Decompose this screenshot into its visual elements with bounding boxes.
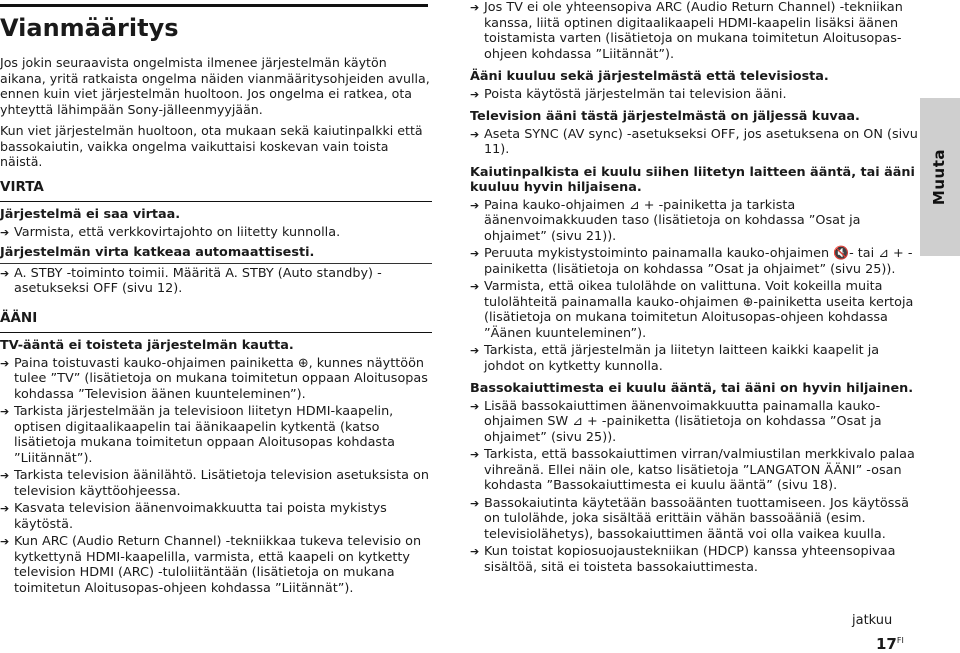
arrow-icon: ➔ bbox=[0, 405, 10, 418]
remedy-text: Tarkista järjestelmään ja televisioon liitetyn HDMI-kaapelin, optisen digitaalikaapelin tai äänikaapelin kytkentä (katso lisätietoja mukana toimitetun oppaan Aloitusopas kohdasta ”Liitännät”). bbox=[14, 404, 395, 466]
arrow-icon: ➔ bbox=[0, 469, 10, 482]
right-column bbox=[470, 0, 920, 575]
remedy-item bbox=[470, 87, 920, 103]
section-heading-aani: ÄÄNI bbox=[0, 311, 432, 334]
issue-auto-off: Järjestelmän virta katkeaa automaattisesti. bbox=[0, 245, 432, 264]
remedy-item bbox=[470, 127, 920, 158]
remedy-item bbox=[0, 468, 432, 499]
remedy-item bbox=[470, 246, 920, 277]
arrow-icon: ➔ bbox=[470, 127, 480, 141]
remedy-text: Kasvata television äänenvoimakkuutta tai poista mykistys käytöstä. bbox=[14, 501, 387, 532]
remedy-text: Kun ARC (Audio Return Channel) -tekniikkaa tukeva televisio on kytkettynä HDMI-kaapelilla, varmista, että kaapeli on kytketty television HDMI (ARC) -tuloliitäntään (lisätietoja on mukana toimitetun Aloitusopas-ohjeen kohdassa ”Liitännät”). bbox=[14, 534, 422, 596]
remedy-item bbox=[470, 279, 920, 341]
issue-quiet-device: Kaiutinpalkista ei kuulu siihen liitetyn laitteen ääntä, tai ääni kuuluu hyvin hiljaisena. bbox=[470, 164, 915, 195]
issue-sound-delay: Television ääni tästä järjestelmästä on jäljessä kuvaa. bbox=[470, 109, 860, 124]
remedy-item bbox=[470, 0, 920, 62]
issue-no-power: Järjestelmä ei saa virtaa. bbox=[0, 207, 181, 222]
remedy-item bbox=[0, 404, 432, 466]
side-tab-label: Muuta bbox=[930, 148, 949, 206]
arrow-icon: ➔ bbox=[470, 545, 480, 558]
remedy-text: Varmista, että oikea tulolähde on valittuna. Voit kokeilla muita tulolähteitä painamalla kauko-ohjaimen ⊕-painiketta useita kertoja (lisätietoja on mukana toimitetun Aloitusopas-ohjeen kohdassa ”Äänen kuunteleminen”). bbox=[484, 279, 914, 341]
page-number bbox=[876, 633, 904, 653]
arrow-icon: ➔ bbox=[470, 344, 480, 357]
arrow-icon: ➔ bbox=[470, 247, 480, 260]
arrow-icon: ➔ bbox=[470, 1, 480, 14]
remedy-text: Peruuta mykistystoiminto painamalla kauko-ohjaimen 🔇- tai ⊿ + -painiketta (lisätietoja on kohdassa ”Osat ja ohjaimet” (sivu 25)). bbox=[484, 246, 913, 277]
remedy-item bbox=[470, 198, 920, 245]
remedy-item bbox=[470, 544, 920, 575]
remedy-item bbox=[470, 343, 920, 374]
remedy-item bbox=[0, 225, 432, 241]
page-title: Vianmääritys bbox=[0, 14, 179, 42]
issue-tv-sound: TV-ääntä ei toisteta järjestelmän kautta. bbox=[0, 338, 294, 353]
remedy-item bbox=[0, 266, 432, 297]
remedy-text: A. STBY -toiminto toimii. Määritä A. STBY (Auto standby) -asetukseksi OFF (sivu 12). bbox=[14, 265, 382, 296]
title-rule bbox=[0, 4, 428, 7]
issue-both-sound: Ääni kuuluu sekä järjestelmästä että televisiosta. bbox=[470, 69, 829, 84]
remedy-item bbox=[0, 534, 432, 596]
left-column bbox=[0, 0, 432, 596]
page-number-value: 17 bbox=[876, 635, 897, 653]
arrow-icon: ➔ bbox=[470, 448, 480, 461]
remedy-text: Aseta SYNC (AV sync) -asetukseksi OFF, jos asetuksena on ON (sivu 11). bbox=[484, 126, 918, 157]
remedy-text: Paina kauko-ohjaimen ⊿ + -painiketta ja tarkista äänenvoimakkuuden taso (lisätietoja on kohdassa ”Osat ja ohjaimet” (sivu 21)). bbox=[484, 197, 861, 244]
remedy-text: Tarkista, että bassokaiuttimen virran/valmiustilan merkkivalo palaa vihreänä. Ellei näin ole, katso lisätietoja ”LANGATON ÄÄNI” -osan kohdasta ”Bassokaiuttimesta ei kuulu ääntä” (sivu 18). bbox=[484, 447, 915, 493]
remedy-item bbox=[470, 447, 920, 494]
remedy-text: Tarkista, että järjestelmän ja liitetyn laitteen kaikki kaapelit ja johdot on kytketty kunnolla. bbox=[484, 343, 880, 374]
remedy-item bbox=[470, 496, 920, 543]
arrow-icon: ➔ bbox=[0, 356, 10, 370]
section-heading-virta: VIRTA bbox=[0, 180, 432, 203]
page-language-suffix: FI bbox=[896, 636, 904, 645]
remedy-text: Paina toistuvasti kauko-ohjaimen painiketta ⊕, kunnes näyttöön tulee ”TV” (lisätietoja on mukana toimitetun oppaan Aloitusopas kohdassa ”Television äänen kuunteleminen”). bbox=[14, 355, 428, 402]
arrow-icon: ➔ bbox=[470, 280, 480, 293]
arrow-icon: ➔ bbox=[0, 266, 10, 280]
remedy-text: Jos TV ei ole yhteensopiva ARC (Audio Return Channel) -tekniikan kanssa, liitä optinen digitaalikaapeli HDMI-kaapelin lisäksi äänen toistamista varten (lisätietoja on mukana toimitetun Aloitusopas-ohjeen kohdassa ”Liitännät”). bbox=[484, 0, 903, 62]
remedy-text: Lisää bassokaiuttimen äänenvoimakkuutta painamalla kauko-ohjaimen SW ⊿ + -painiketta (lisätietoja on kohdassa ”Osat ja ohjaimet” (sivu 25)). bbox=[484, 398, 882, 445]
arrow-icon: ➔ bbox=[470, 399, 480, 413]
issue-subwoofer: Bassokaiuttimesta ei kuulu ääntä, tai ääni on hyvin hiljainen. bbox=[470, 381, 914, 396]
remedy-text: Tarkista television äänilähtö. Lisätietoja television asetuksista on television käyttöohjeessa. bbox=[14, 468, 429, 499]
remedy-item bbox=[470, 399, 920, 446]
remedy-text: Bassokaiutinta käytetään bassoäänten tuottamiseen. Jos käytössä on tulolähde, joka sisältää erittäin vähän bassoääniä (esim. televisiolähetys), bassokaiuttimen ääntä voi olla vaikea kuulla. bbox=[484, 495, 909, 542]
side-tab-muuta bbox=[920, 98, 960, 256]
arrow-icon: ➔ bbox=[470, 198, 480, 212]
remedy-item bbox=[0, 501, 432, 532]
remedy-text: Kun toistat kopiosuojaustekniikan (HDCP) kanssa yhteensopivaa sisältöä, sitä ei toisteta bassokaiuttimesta. bbox=[484, 544, 896, 575]
continued-label: jatkuu bbox=[852, 613, 893, 628]
intro bbox=[0, 55, 432, 170]
arrow-icon: ➔ bbox=[0, 502, 10, 515]
remedy-text: Varmista, että verkkovirtajohto on liitetty kunnolla. bbox=[14, 224, 341, 240]
arrow-icon: ➔ bbox=[470, 87, 480, 101]
remedy-item bbox=[0, 356, 432, 403]
intro-paragraph-2: Kun viet järjestelmän huoltoon, ota mukaan sekä kaiutinpalkki että bassokaiutin, vaikka ongelma vaikuttaisi koskevan vain toista näistä. bbox=[0, 123, 423, 169]
arrow-icon: ➔ bbox=[0, 535, 10, 548]
remedy-text: Poista käytöstä järjestelmän tai television ääni. bbox=[484, 86, 787, 102]
arrow-icon: ➔ bbox=[0, 225, 10, 239]
intro-paragraph-1: Jos jokin seuraavista ongelmista ilmenee järjestelmän käytön aikana, yritä ratkaista ongelma näiden vianmääritysohjeiden avulla, ennen kuin viet järjestelmän huoltoon. Jos ongelma ei ratkea, ota yhteyttä lähimpään Sony-jälleenmyyjään. bbox=[0, 55, 430, 117]
arrow-icon: ➔ bbox=[470, 496, 480, 510]
